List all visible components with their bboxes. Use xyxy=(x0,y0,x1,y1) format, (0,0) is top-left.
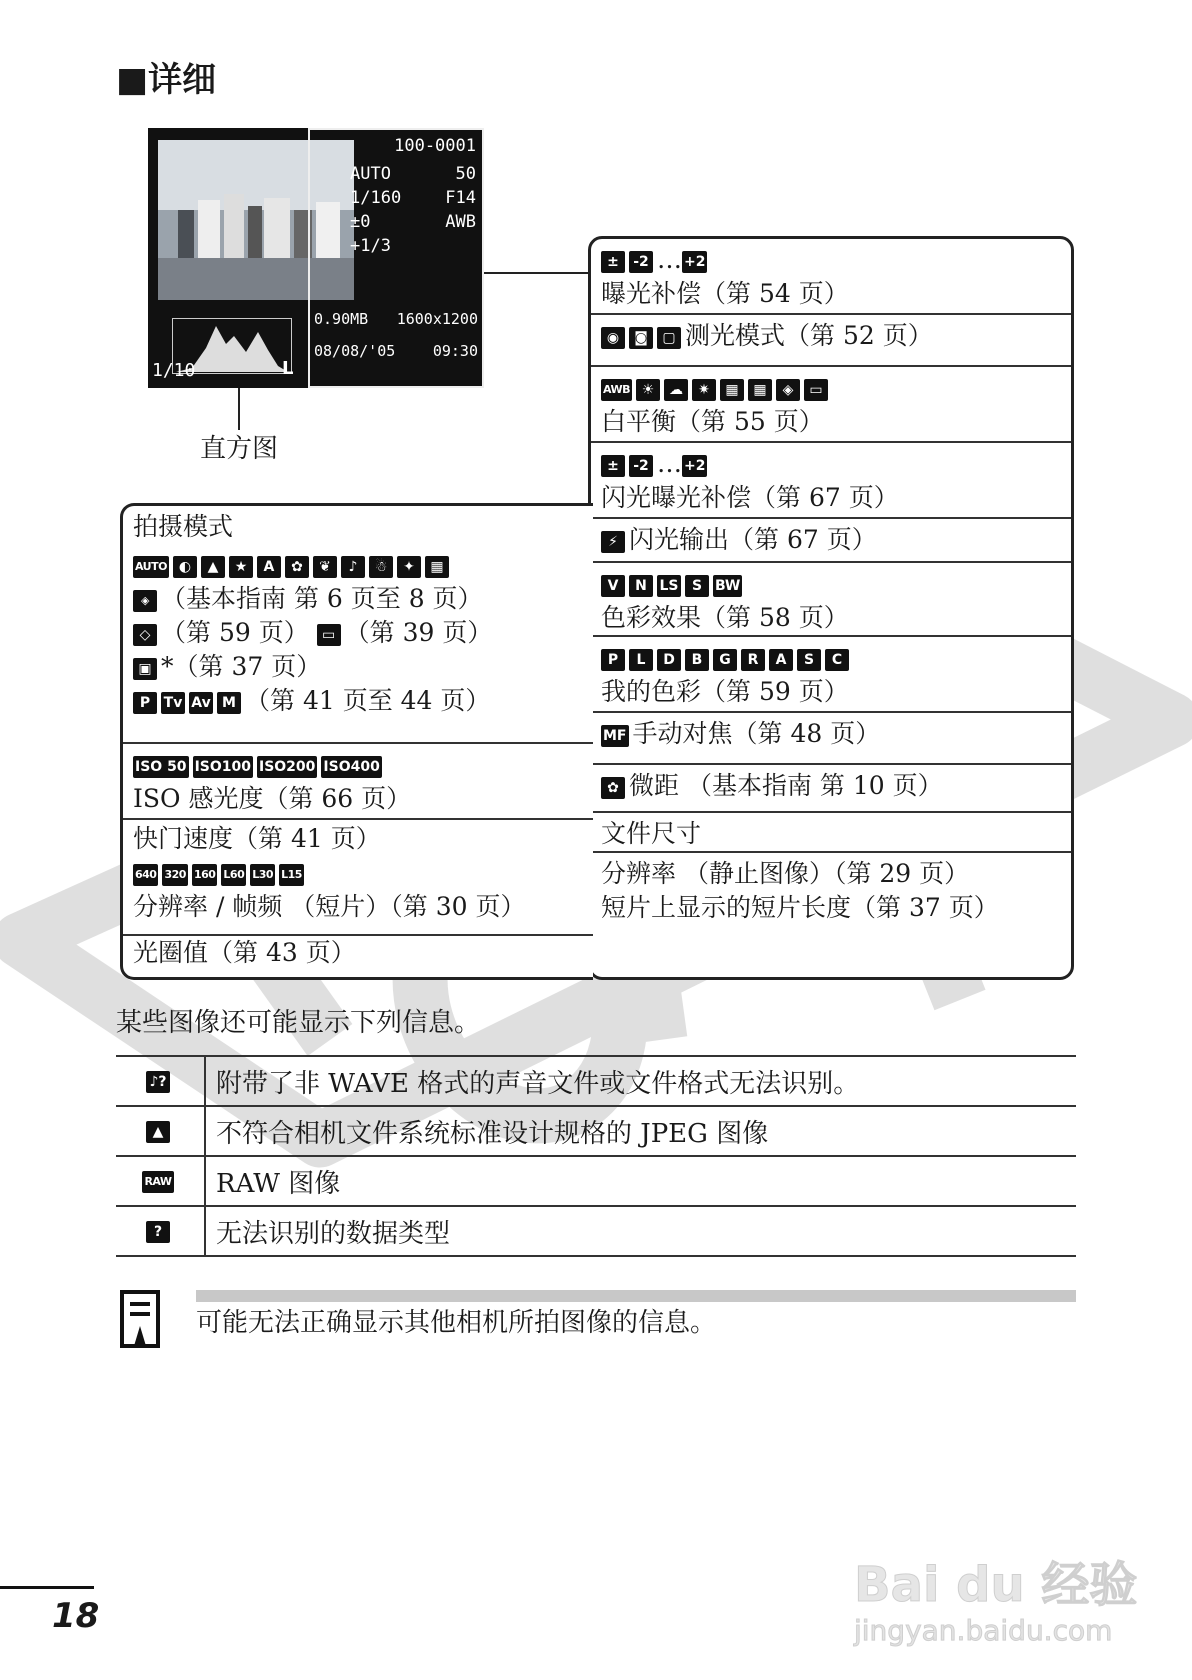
movie-resolution-icon: 160 xyxy=(192,864,217,886)
row-text: 短片上显示的短片长度（第 37 页） xyxy=(601,893,999,922)
info-text: 附带了非 WAVE 格式的声音文件或文件格式无法识别。 xyxy=(216,1068,860,1099)
setting-icon: ± xyxy=(601,455,625,477)
setting-icon: AWB xyxy=(601,379,632,401)
movie-resolution-icon: 640 xyxy=(133,864,158,886)
setting-icon: MF xyxy=(601,725,629,747)
setting-icon: BW xyxy=(713,575,742,597)
setting-icon: ☀ xyxy=(636,379,660,401)
iso-icon: ISO100 xyxy=(193,756,253,778)
shooting-mode-icon: ☃ xyxy=(369,556,393,578)
movie-icon: ▣ xyxy=(133,658,157,680)
stitch-assist-icon: ▭ xyxy=(317,624,341,646)
setting-icon: ± xyxy=(601,251,625,273)
setting-icon: ◈ xyxy=(776,379,800,401)
setting-icon: ▦ xyxy=(748,379,772,401)
setting-icon: +2 xyxy=(682,251,707,273)
setting-icon: R xyxy=(741,649,765,671)
info-intro: 某些图像还可能显示下列信息。 xyxy=(116,1008,481,1038)
setting-icon: B xyxy=(685,649,709,671)
setting-icon: A xyxy=(769,649,793,671)
info-overlay xyxy=(308,128,484,388)
setting-icon: ✿ xyxy=(601,777,625,799)
info-icon: RAW xyxy=(142,1171,173,1193)
file-size: 0.90MB xyxy=(314,310,369,328)
row-text: 测光模式（第 52 页） xyxy=(685,321,933,350)
movie-ref: ▣ *（第 37 页） xyxy=(133,650,587,684)
note-text: 可能无法正确显示其他相机所拍图像的信息。 xyxy=(196,1308,717,1338)
row-text: 闪光曝光补偿（第 67 页） xyxy=(601,483,899,512)
row-text: 白平衡（第 55 页） xyxy=(601,407,824,436)
right-panel-row xyxy=(591,851,1071,929)
resolution-icons xyxy=(133,856,587,890)
right-panel-row xyxy=(591,811,1071,853)
underwater-mode-icon: ◈ xyxy=(133,590,157,612)
info-text: RAW 图像 xyxy=(216,1168,341,1199)
eraser-icon: ◇ xyxy=(133,624,157,646)
right-panel-row xyxy=(591,365,1071,443)
pro-modes-line xyxy=(133,684,587,718)
exposure-mode-icon: Av xyxy=(189,692,213,714)
row-text: 我的色彩（第 59 页） xyxy=(601,677,849,706)
setting-icon: LS xyxy=(657,575,681,597)
note-icon xyxy=(120,1290,160,1354)
shooting-mode-icon: ▲ xyxy=(201,556,225,578)
shooting-mode-icon: ❦ xyxy=(313,556,337,578)
row-text: 分辨率 （静止图像）（第 29 页） xyxy=(601,859,970,888)
shooting-mode-icon: ♪ xyxy=(341,556,365,578)
setting-icon: D xyxy=(657,649,681,671)
iso-text: ISO 感光度（第 66 页） xyxy=(133,784,412,813)
shot-date: 08/08/'05 xyxy=(314,342,396,360)
setting-icon: -2 xyxy=(629,455,653,477)
shutter-value: 1/160 xyxy=(350,188,402,208)
setting-icon: S xyxy=(685,575,709,597)
iso-value: 50 xyxy=(455,164,476,184)
histogram-label: 直方图 xyxy=(200,434,279,464)
movie-resolution-icon: L15 xyxy=(279,864,304,886)
info-icon: ? xyxy=(146,1221,170,1243)
shooting-mode-icon: ◐ xyxy=(173,556,197,578)
setting-icon: P xyxy=(601,649,625,671)
note-bar xyxy=(196,1290,1076,1302)
setting-icon: ◙ xyxy=(629,327,653,349)
setting-icon: -2 xyxy=(629,251,653,273)
setting-icon: C xyxy=(825,649,849,671)
ellipsis: … xyxy=(657,245,682,274)
info-table xyxy=(116,1055,1076,1257)
table-row xyxy=(116,1156,1076,1206)
iso-icon: ISO400 xyxy=(321,756,381,778)
setting-icon: L xyxy=(629,649,653,671)
setting-icon: ▭ xyxy=(804,379,828,401)
table-row xyxy=(116,1206,1076,1256)
setting-icon: ◉ xyxy=(601,327,625,349)
shooting-mode-icon: A xyxy=(257,556,281,578)
table-row xyxy=(116,1106,1076,1156)
baidu-watermark-url: jingyan.baidu.com xyxy=(854,1614,1113,1647)
shooting-mode-icon: ✿ xyxy=(285,556,309,578)
aperture-text: 光圈值（第 43 页） xyxy=(133,938,356,967)
right-panel-row xyxy=(591,561,1071,637)
info-text: 不符合相机文件系统标准设计规格的 JPEG 图像 xyxy=(216,1118,769,1149)
lcd-screen xyxy=(148,128,484,388)
setting-icon: G xyxy=(713,649,737,671)
stitch-movie-ref: ◇ （第 59 页） ▭ （第 39 页） xyxy=(133,616,587,650)
shooting-mode-icon: AUTO xyxy=(133,556,169,578)
basic-guide-ref: ◈ （基本指南 第 6 页至 8 页） xyxy=(133,582,587,616)
iso-icon: ISO200 xyxy=(257,756,317,778)
iso-icon: ISO 50 xyxy=(133,756,189,778)
shooting-mode-icon: ▦ xyxy=(425,556,449,578)
setting-icon: ▦ xyxy=(720,379,744,401)
row-text: 微距 （基本指南 第 10 页） xyxy=(629,771,943,800)
setting-icon: ⚡ xyxy=(601,531,625,553)
right-panel-row xyxy=(591,441,1071,519)
right-panel-row xyxy=(591,711,1071,765)
frame-counter: 1/10 xyxy=(152,360,196,381)
right-info-panel xyxy=(588,236,1074,980)
shutter-speed-text: 快门速度（第 41 页） xyxy=(133,824,381,853)
right-panel-row xyxy=(591,763,1071,813)
info-icon: ▲ xyxy=(146,1121,170,1143)
histogram-pointer-line xyxy=(238,388,240,430)
quality-indicator: L xyxy=(282,358,294,379)
right-panel-row xyxy=(591,635,1071,713)
mode-badge: AUTO xyxy=(350,164,391,184)
page-number: 18 xyxy=(52,1596,100,1636)
exposure-comp-value: ±0 xyxy=(350,212,371,232)
row-text: 曝光补偿（第 54 页） xyxy=(601,279,849,308)
movie-resolution-icon: 320 xyxy=(162,864,187,886)
exposure-mode-icon: Tv xyxy=(161,692,185,714)
shooting-mode-icons xyxy=(133,548,587,582)
shot-time: 09:30 xyxy=(432,342,478,360)
aperture-value: F14 xyxy=(445,188,476,208)
row-text: 手动对焦（第 48 页） xyxy=(632,719,881,748)
setting-icon: S xyxy=(797,649,821,671)
panel-connector-line xyxy=(484,272,588,274)
right-panel-row xyxy=(591,313,1071,367)
setting-icon: ☁ xyxy=(664,379,688,401)
setting-icon: ✷ xyxy=(692,379,716,401)
info-text: 无法识别的数据类型 xyxy=(216,1218,451,1249)
flash-comp-value: +1/3 xyxy=(350,236,391,256)
right-panel-row xyxy=(591,517,1071,563)
movie-resolution-icon: L30 xyxy=(250,864,275,886)
image-resolution: 1600x1200 xyxy=(396,310,478,328)
left-info-panel xyxy=(120,503,593,980)
ellipsis: … xyxy=(657,449,682,478)
row-text: 文件尺寸 xyxy=(601,819,702,848)
section-heading: ■详细 xyxy=(116,60,217,100)
shooting-mode-icon: ★ xyxy=(229,556,253,578)
pro-modes-ref: （第 41 页至 44 页） xyxy=(245,686,491,715)
info-icon: ♪? xyxy=(146,1071,170,1093)
setting-icon: V xyxy=(601,575,625,597)
shooting-mode-title: 拍摄模式 xyxy=(133,512,234,541)
baidu-watermark-brand: Bai du 经验 xyxy=(854,1557,1138,1613)
page-number-rule xyxy=(0,1586,94,1589)
exposure-mode-icon: P xyxy=(133,692,157,714)
table-row xyxy=(116,1056,1076,1106)
setting-icon: ▢ xyxy=(657,327,681,349)
exposure-mode-icon: M xyxy=(217,692,241,714)
shooting-mode-icon: ✦ xyxy=(397,556,421,578)
row-text: 色彩效果（第 58 页） xyxy=(601,603,849,632)
movie-resolution-icon: L60 xyxy=(221,864,246,886)
file-number: 100-0001 xyxy=(394,136,476,156)
setting-icon: +2 xyxy=(682,455,707,477)
setting-icon: N xyxy=(629,575,653,597)
wb-value: AWB xyxy=(445,212,476,232)
resolution-text: 分辨率 / 帧频 （短片）（第 30 页） xyxy=(133,892,526,921)
row-text: 闪光输出（第 67 页） xyxy=(629,525,877,554)
iso-icons xyxy=(133,748,587,782)
right-panel-row xyxy=(591,239,1071,313)
